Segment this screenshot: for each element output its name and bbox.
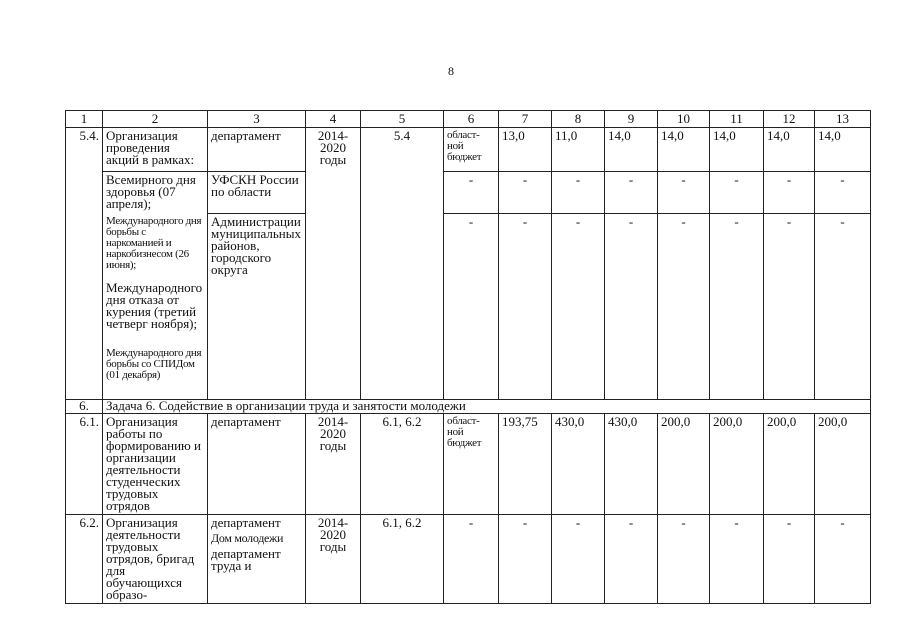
header-cell: 5 xyxy=(361,111,444,128)
value-cell: 200,0 xyxy=(658,414,710,515)
activity-name: Всемирного дня здоровья (07 апреля); xyxy=(103,172,208,214)
activity-name: Международного дня отказа от курения (третий четверг ноября); xyxy=(103,280,208,346)
executor-line: Дом молодежи xyxy=(211,531,284,545)
value-cell: 193,75 xyxy=(499,414,552,515)
value-cell: - xyxy=(605,172,658,214)
table-row xyxy=(66,172,871,214)
value-cell: - xyxy=(658,214,710,400)
value-cell: - xyxy=(710,515,764,604)
funding-source: област- ной бюджет xyxy=(444,128,499,172)
funding-source: - xyxy=(444,515,499,604)
value-cell: - xyxy=(815,214,871,400)
activity-name: Организация проведения акций в рамках: xyxy=(103,128,208,172)
header-row xyxy=(66,111,871,128)
header-cell: 10 xyxy=(658,111,710,128)
header-cell: 11 xyxy=(710,111,764,128)
task-title: Задача 6. Содействие в организации труда и занятости молодежи xyxy=(103,400,871,414)
indicator-code: 5.4 xyxy=(361,128,444,400)
value-cell: - xyxy=(815,172,871,214)
value-cell: - xyxy=(710,172,764,214)
value-cell: 14,0 xyxy=(710,128,764,172)
value-cell: - xyxy=(658,515,710,604)
executor-line: департамент труда и xyxy=(211,546,281,573)
value-cell: - xyxy=(499,214,552,400)
executor xyxy=(208,515,306,604)
value-cell: - xyxy=(499,172,552,214)
value-cell: 430,0 xyxy=(605,414,658,515)
value-cell: - xyxy=(815,515,871,604)
value-cell: - xyxy=(552,172,605,214)
header-cell: 8 xyxy=(552,111,605,128)
value-cell: 200,0 xyxy=(710,414,764,515)
program-table xyxy=(65,110,871,604)
table-row xyxy=(66,214,871,280)
header-cell: 1 xyxy=(66,111,103,128)
executor: Администрации муниципальных районов, городского округа xyxy=(208,214,306,400)
value-cell: - xyxy=(444,214,499,400)
value-cell: 11,0 xyxy=(552,128,605,172)
value-cell: - xyxy=(552,515,605,604)
page-number: 8 xyxy=(448,64,454,78)
activity-name: Организация работы по формированию и организации деятельности студенческих трудовых отрядов xyxy=(103,414,208,515)
value-cell: 200,0 xyxy=(815,414,871,515)
header-cell: 7 xyxy=(499,111,552,128)
value-cell: 13,0 xyxy=(499,128,552,172)
value-cell: 14,0 xyxy=(658,128,710,172)
table-row xyxy=(66,515,871,604)
row-number: 6. xyxy=(66,400,103,414)
header-cell: 13 xyxy=(815,111,871,128)
table-row xyxy=(66,414,871,515)
header-cell: 6 xyxy=(444,111,499,128)
value-cell: - xyxy=(499,515,552,604)
value-cell: - xyxy=(764,172,815,214)
table-row xyxy=(66,400,871,414)
period: 2014- 2020 годы xyxy=(306,515,361,604)
period: 2014- 2020 годы xyxy=(306,128,361,400)
value-cell: - xyxy=(605,214,658,400)
value-cell: - xyxy=(552,214,605,400)
activity-name: Организация деятельности трудовых отрядов, бригад для обучающихся образо- xyxy=(103,515,208,604)
table-row xyxy=(66,128,871,172)
period: 2014- 2020 годы xyxy=(306,414,361,515)
row-number: 6.1. xyxy=(66,414,103,515)
value-cell: 200,0 xyxy=(764,414,815,515)
indicator-code: 6.1, 6.2 xyxy=(361,515,444,604)
value-cell: - xyxy=(658,172,710,214)
row-number: 5.4. xyxy=(66,128,103,400)
value-cell: - xyxy=(710,214,764,400)
executor-line: департамент xyxy=(211,515,281,530)
indicator-code: 6.1, 6.2 xyxy=(361,414,444,515)
value-cell: - xyxy=(444,172,499,214)
row-number: 6.2. xyxy=(66,515,103,604)
executor: департамент xyxy=(208,414,306,515)
value-cell: 14,0 xyxy=(605,128,658,172)
executor: департамент xyxy=(208,128,306,172)
value-cell: 430,0 xyxy=(552,414,605,515)
funding-source: област- ной бюджет xyxy=(444,414,499,515)
value-cell: 14,0 xyxy=(764,128,815,172)
header-cell: 2 xyxy=(103,111,208,128)
header-cell: 3 xyxy=(208,111,306,128)
header-cell: 12 xyxy=(764,111,815,128)
value-cell: - xyxy=(764,214,815,400)
value-cell: 14,0 xyxy=(815,128,871,172)
header-cell: 4 xyxy=(306,111,361,128)
executor: УФСКН России по области xyxy=(208,172,306,214)
value-cell: - xyxy=(605,515,658,604)
activity-name: Международного дня борьбы со СПИДом (01 декабря) xyxy=(103,346,208,400)
header-cell: 9 xyxy=(605,111,658,128)
activity-name: Международного дня борьбы с наркоманией и наркобизнесом (26 июня); xyxy=(103,214,208,280)
value-cell: - xyxy=(764,515,815,604)
